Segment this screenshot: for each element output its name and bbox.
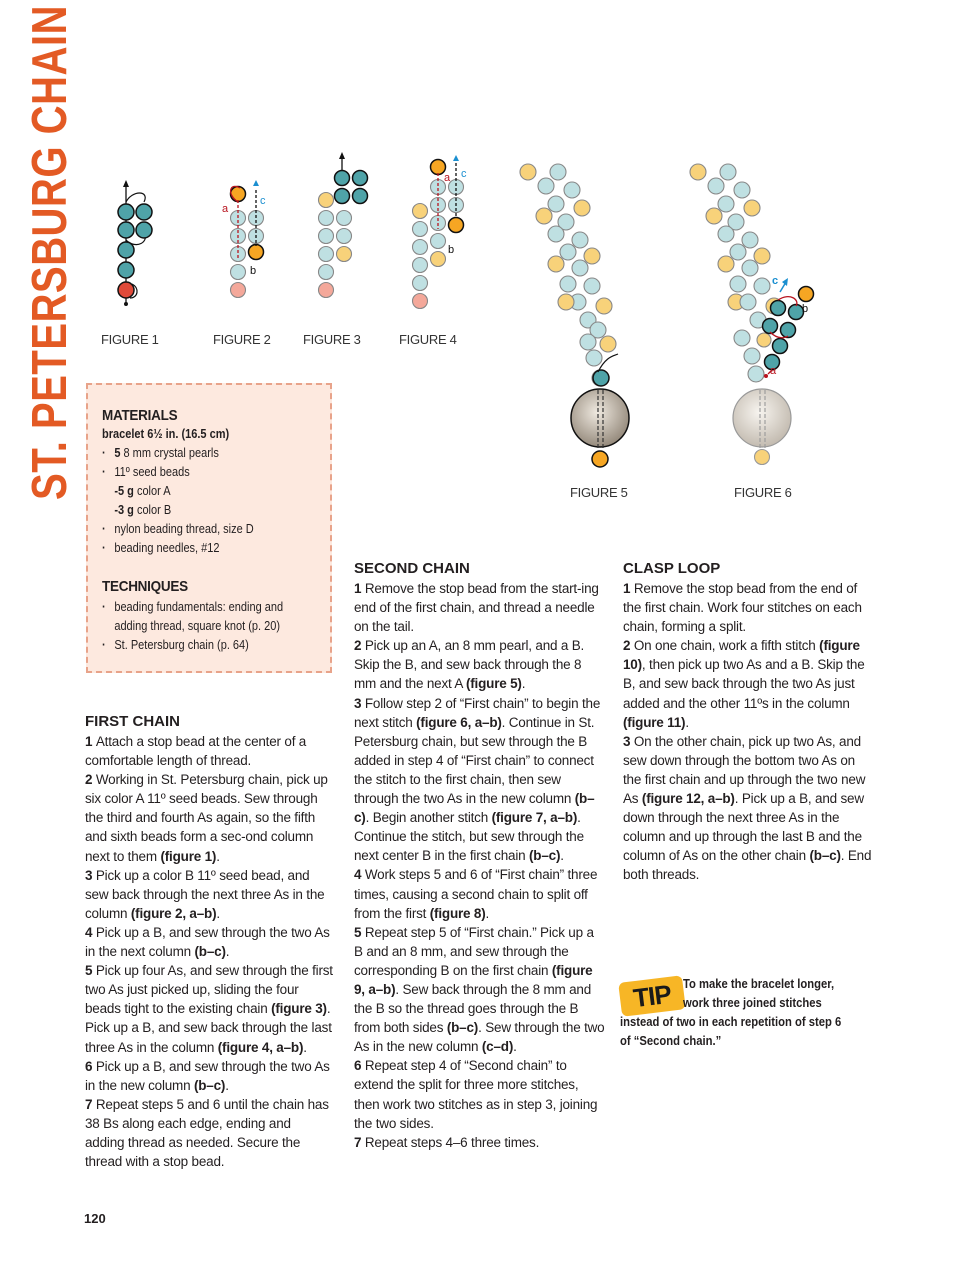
instruction-step: 3 Follow step 2 of “First chain” to begin the next stitch (figure 6, a–b). Continue in St. Petersburg chain, but sew through the B added in step 4 of “First chain” to connect the stitch to the first chain, then sew through the two As in the new column (b–c). Begin another stitch (figure 7, a–b). Continue the stitch, but sew through the next center B in the first chain (b–c). [354,695,601,864]
instruction-step: 1 Attach a stop bead at the center of a comfortable length of thread. [85,734,307,769]
instruction-step: 1 Remove the stop bead from the start-ing end of the first chain, and thread a needle on the tail. [354,581,599,635]
first-chain-heading: FIRST CHAIN [85,713,180,730]
materials-item: · nylon beading thread, size D [102,520,290,539]
marker-b: b [250,265,257,277]
figure-5-diagram [510,160,640,475]
materials-item: · 5 8 mm crystal pearls [102,444,290,463]
figure-3-diagram [312,150,372,310]
materials-item: · 11º seed beads [102,463,290,482]
instruction-step: 7 Repeat steps 4–6 three times. [354,1134,540,1150]
figure-4-diagram [408,155,478,310]
materials-heading: MATERIALS [102,407,178,424]
marker-c: c [461,168,467,180]
materials-subitem: -3 g color B [114,503,172,517]
figure-6-label: FIGURE 6 [734,485,792,500]
page-title: ST. PETERSBURG CHAIN [23,5,77,501]
clasp-loop-heading: CLASP LOOP [623,560,721,577]
tip-text: To make the bracelet longer, work three joined stitches instead of two in each repetition of step 6 of “Second chain.” [620,977,842,1048]
techniques-heading: TECHNIQUES [102,578,188,595]
instruction-step: 3 On the other chain, pick up two As, and sew down through the bottom two As on the first chain and up through the two new As (figure 12, a–b). Pick up a B, and sew down through the next three As in the column and up through the last B and the column of As on the other chain (b–c). End both threads. [623,733,872,883]
instruction-step: 4 Work steps 5 and 6 of “First chain” three times, causing a second chain to split off from the first (figure 8). [354,867,598,921]
figure-2-label: FIGURE 2 [213,332,271,347]
materials-subitem: -5 g color A [114,484,171,498]
instruction-step: 1 Remove the stop bead from the end of the first chain. Work four stitches on each chain, forming a split. [623,581,862,635]
instruction-step: 5 Pick up four As, and sew through the first two As just picked up, sliding the four beads tight to the existing chain (figure 3). Pick up a B, and sew back through the last three As in the column (figure 4, a–b). [85,963,333,1055]
tip-badge: TIP [618,975,686,1017]
clasp-loop-section [623,559,875,885]
instruction-step: 6 Pick up a B, and sew through the two As in the new column (b–c). [85,1058,330,1093]
instruction-step: 3 Pick up a color B 11º seed bead, and sew back through the next three As in the column (figure 2, a–b). [85,867,325,921]
instruction-step: 2 On one chain, work a fifth stitch (figure 10), then pick up two As and a B. Skip the B, and sew back through the two As just added and the other 11ºs in the column (figure 11). [623,638,865,730]
clasp-loop-steps [623,579,875,885]
instruction-step: 7 Repeat steps 5 and 6 until the chain has 38 Bs along each edge, ending and adding thread as needed. Secure the thread with a stop bead. [85,1096,329,1170]
marker-b: b [802,303,809,315]
instruction-step: 2 Working in St. Petersburg chain, pick up six color A 11º seed beads. Sew through the third and fourth As again, so the fifth and sixth beads form a sec-ond column next to them (figure 1). [85,772,328,864]
first-chain-section [85,712,333,1171]
figure-4-label: FIGURE 4 [399,332,457,347]
materials-list [102,444,316,558]
figure-6-diagram [680,160,820,475]
figure-1-label: FIGURE 1 [101,332,159,347]
instruction-step: 6 Repeat step 4 of “Second chain” to extend the split for three more stitches, then work two stitches as in step 3, joining the two sides. [354,1058,598,1131]
marker-c: c [772,275,779,287]
marker-a: a [770,365,777,377]
marker-a: a [222,203,229,215]
marker-a: a [444,172,451,184]
technique-item: · St. Petersburg chain (p. 64) [102,636,290,655]
second-chain-steps [354,579,606,1152]
figure-5-label: FIGURE 5 [570,485,628,500]
technique-item: · beading fundamentals: ending and [102,598,290,617]
marker-c: c [260,195,266,207]
page-number: 120 [84,1211,106,1226]
materials-subheading: bracelet 6½ in. (16.5 cm) [102,427,230,441]
technique-item-continued: adding thread, square knot (p. 20) [114,619,281,633]
figure-2-diagram [220,180,280,310]
figure-1-diagram [110,180,160,310]
first-chain-steps [85,732,333,1171]
tip-box [620,975,870,1051]
materials-item: · beading needles, #12 [102,539,290,558]
instruction-step: 5 Repeat step 5 of “First chain.” Pick up a B and an 8 mm, and sew through the corresponding B on the first chain (figure 9, a–b). Sew back through the 8 mm and the B so the thread goes through the B from both sides (b–c). Sew through the two As in the new column (c–d). [354,924,605,1055]
second-chain-section [354,559,606,1152]
marker-b: b [448,244,455,256]
instruction-step: 2 Pick up an A, an 8 mm pearl, and a B. Skip the B, and sew back through the 8 mm and the next A (figure 5). [354,638,585,692]
instruction-step: 4 Pick up a B, and sew through the two As in the next column (b–c). [85,924,330,960]
figure-3-label: FIGURE 3 [303,332,361,347]
second-chain-heading: SECOND CHAIN [354,560,470,577]
techniques-list [102,598,316,655]
materials-box [86,383,332,673]
